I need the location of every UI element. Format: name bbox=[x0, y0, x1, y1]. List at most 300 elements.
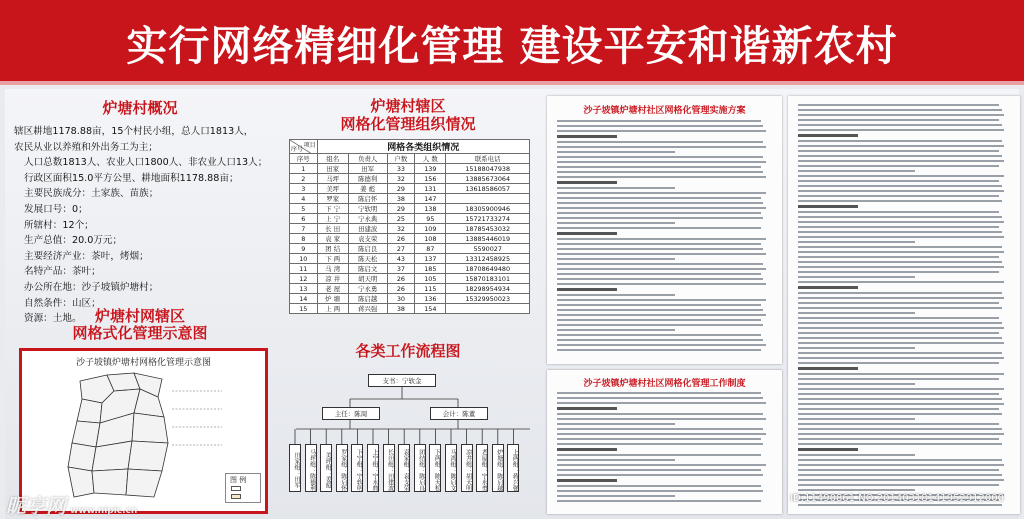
overview-line: 生产总值：20.0万元； bbox=[24, 235, 123, 247]
text-line bbox=[798, 352, 1002, 354]
text-line bbox=[557, 156, 763, 158]
table-row bbox=[290, 244, 530, 254]
table-cell: 凉 井 bbox=[317, 274, 348, 284]
table-cell: 108 bbox=[415, 234, 446, 244]
org-table bbox=[289, 139, 530, 314]
text-line bbox=[557, 283, 766, 285]
text-line bbox=[798, 337, 1002, 339]
text-line bbox=[557, 433, 766, 435]
text-line bbox=[557, 349, 761, 351]
text-line bbox=[557, 207, 766, 209]
text-line bbox=[798, 362, 999, 364]
map-title-line2: 网格式化管理示意图 bbox=[72, 324, 208, 342]
legend-swatch bbox=[231, 486, 241, 491]
text-line bbox=[798, 438, 999, 440]
text-line bbox=[798, 140, 1002, 142]
text-line bbox=[798, 393, 999, 395]
table-cell: 陈启文 bbox=[348, 264, 387, 274]
text-line bbox=[557, 495, 675, 497]
table-cell bbox=[446, 304, 530, 314]
table-cell: 下 宁 bbox=[317, 204, 348, 214]
flow-group-box: 炉塘组：陈启越 bbox=[492, 444, 504, 492]
text-line bbox=[557, 324, 763, 326]
table-cell: 马坪 bbox=[317, 174, 348, 184]
map-region bbox=[132, 413, 168, 443]
table-cell: 美坪 bbox=[317, 184, 348, 194]
table-cell: 26 bbox=[387, 284, 415, 294]
text-line bbox=[557, 243, 761, 245]
text-line bbox=[798, 216, 1002, 218]
text-line bbox=[798, 145, 1004, 147]
table-cell: 13618586057 bbox=[446, 184, 530, 194]
text-line bbox=[798, 251, 1004, 253]
table-cell: 25 bbox=[387, 214, 415, 224]
table-header-row bbox=[290, 154, 530, 164]
text-line bbox=[557, 120, 761, 122]
text-line bbox=[557, 309, 763, 311]
table-cell: 胡天明 bbox=[348, 274, 387, 284]
flow-group-box: 袁家组：袁支荣 bbox=[398, 444, 410, 492]
flow-title: 各类工作流程图 bbox=[355, 342, 461, 360]
table-cell: 宁永勇 bbox=[348, 284, 387, 294]
text-line bbox=[557, 339, 763, 341]
text-line bbox=[798, 464, 1004, 466]
text-line bbox=[557, 222, 675, 224]
table-cell: 33 bbox=[387, 164, 415, 174]
table-cell: 156 bbox=[415, 174, 446, 184]
table-cell: 2 bbox=[290, 174, 318, 184]
table-cell: 9 bbox=[290, 244, 318, 254]
text-line bbox=[798, 322, 1002, 324]
table-cell: 18305900946 bbox=[446, 204, 530, 214]
text-line bbox=[798, 261, 1002, 263]
org-title-line1: 炉塘村辖区 bbox=[370, 97, 446, 115]
text-line bbox=[557, 253, 766, 255]
table-cell: 罗家 bbox=[317, 194, 348, 204]
table-cell: 13885446019 bbox=[446, 234, 530, 244]
text-line bbox=[798, 418, 915, 420]
text-line bbox=[798, 378, 999, 380]
text-heading-line bbox=[557, 181, 617, 184]
table-cell: 团 结 bbox=[317, 244, 348, 254]
table-cell: 上 两 bbox=[317, 304, 348, 314]
text-line bbox=[557, 423, 675, 425]
text-line bbox=[557, 469, 761, 471]
text-line bbox=[798, 266, 1004, 268]
table-cell: 43 bbox=[387, 254, 415, 264]
table-cell: 147 bbox=[415, 194, 446, 204]
text-line bbox=[798, 504, 1002, 506]
table-cell: 29 bbox=[387, 184, 415, 194]
table-cell: 上 宁 bbox=[317, 214, 348, 224]
table-cell: 32 bbox=[387, 174, 415, 184]
flow-group-box: 老屋组：宁永勇 bbox=[476, 444, 488, 492]
table-cell: 137 bbox=[415, 254, 446, 264]
text-line bbox=[557, 141, 763, 143]
table-cell: 29 bbox=[387, 204, 415, 214]
flow-group-box: 凉井组：胡天明 bbox=[461, 444, 473, 492]
text-line bbox=[557, 212, 761, 214]
table-cell: 陈启怀 bbox=[348, 194, 387, 204]
text-line bbox=[557, 238, 766, 240]
text-heading-line bbox=[557, 407, 617, 410]
text-line bbox=[557, 464, 766, 466]
text-line bbox=[798, 469, 999, 471]
table-row bbox=[290, 234, 530, 244]
text-line bbox=[798, 165, 999, 167]
text-line bbox=[798, 119, 999, 121]
plan-document bbox=[547, 96, 782, 364]
text-line bbox=[798, 221, 1004, 223]
table-cell: 138 bbox=[415, 204, 446, 214]
text-line bbox=[798, 190, 1004, 192]
table-cell: 马 湾 bbox=[317, 264, 348, 274]
table-cell: 13312458925 bbox=[446, 254, 530, 264]
table-title: 网格各类组织情况 bbox=[317, 140, 529, 154]
overview-line: 主要经济产业：茶叶，烤烟； bbox=[24, 250, 149, 262]
continued-document bbox=[788, 96, 1020, 514]
text-line bbox=[557, 171, 763, 173]
table-cell: 105 bbox=[415, 274, 446, 284]
flow-group-box: 罗家组：陈启怀 bbox=[336, 444, 348, 492]
text-line bbox=[798, 236, 1004, 238]
overview-line: 人口总数1813人、农业人口1800人、非农业人口13人； bbox=[24, 157, 268, 169]
table-cell: 田军 bbox=[348, 164, 387, 174]
overview-line: 自然条件：山区； bbox=[24, 297, 101, 309]
table-cell: 87 bbox=[415, 244, 446, 254]
table-row bbox=[290, 174, 530, 184]
corner-top-label: 项目 bbox=[303, 142, 316, 149]
table-row bbox=[290, 304, 530, 314]
text-heading-line bbox=[798, 367, 858, 370]
text-line bbox=[798, 246, 1002, 248]
table-cell: 95 bbox=[415, 214, 446, 224]
overview-line: 辖区耕地1178.88亩，15个村民小组，总人口1813人， bbox=[14, 126, 254, 137]
plan-title: 沙子坡镇炉塘村社区网格化管理实施方案 bbox=[583, 106, 746, 116]
table-cell: 5 bbox=[290, 204, 318, 214]
col-header: 联系电话 bbox=[446, 154, 530, 164]
text-line bbox=[798, 175, 1004, 177]
table-cell: 陈启良 bbox=[348, 244, 387, 254]
table-cell: 18708649480 bbox=[446, 264, 530, 274]
table-cell: 11 bbox=[290, 264, 318, 274]
text-line bbox=[557, 176, 766, 178]
text-line bbox=[798, 307, 1002, 309]
text-line bbox=[557, 402, 766, 404]
text-line bbox=[557, 227, 761, 229]
corner-bottom-label: 序号 bbox=[291, 146, 304, 153]
map-region bbox=[72, 421, 100, 447]
table-row bbox=[290, 214, 530, 224]
flow-group-box: 马湾组：陈启文 bbox=[445, 444, 457, 492]
flow-group-box: 团结组：陈启良 bbox=[414, 444, 426, 492]
overview-line: 所辖村：12个； bbox=[24, 219, 94, 231]
table-cell: 18298954934 bbox=[446, 284, 530, 294]
map-caption: 沙子坡镇炉塘村网格化管理示意图 bbox=[75, 358, 211, 368]
watermark bbox=[6, 490, 137, 519]
table-cell: 38 bbox=[387, 194, 415, 204]
text-line bbox=[557, 500, 761, 502]
text-line bbox=[798, 185, 1002, 187]
watermark-logo: 昵享网 bbox=[6, 494, 66, 518]
table-cell: 10 bbox=[290, 254, 318, 264]
table-cell: 15721733274 bbox=[446, 214, 530, 224]
overview-line: 农民从业以养殖和外出务工为主； bbox=[14, 141, 158, 153]
table-cell: 32 bbox=[387, 224, 415, 234]
table-cell: 26 bbox=[387, 274, 415, 284]
text-line bbox=[557, 248, 763, 250]
text-line bbox=[798, 408, 999, 410]
text-line bbox=[798, 342, 1004, 344]
overview-line: 名特产品：茶叶； bbox=[24, 266, 101, 278]
overview-line: 办公所在地：沙子坡镇炉塘村； bbox=[24, 281, 159, 293]
text-line bbox=[798, 373, 1004, 375]
table-cell: 8 bbox=[290, 234, 318, 244]
text-line bbox=[798, 226, 999, 228]
system-document bbox=[547, 370, 782, 514]
text-line bbox=[557, 294, 675, 296]
image-id: ID:11490861 NO:20140318141952912000 bbox=[790, 493, 1004, 504]
text-line bbox=[798, 388, 1004, 390]
text-line bbox=[557, 485, 761, 487]
text-heading-line bbox=[557, 479, 617, 482]
table-row bbox=[290, 184, 530, 194]
table-cell: 109 bbox=[415, 224, 446, 234]
plan-text bbox=[557, 120, 772, 354]
col-header: 户数 bbox=[387, 154, 415, 164]
table-cell: 12 bbox=[290, 274, 318, 284]
table-cell: 3 bbox=[290, 184, 318, 194]
table-cell: 陈德利 bbox=[348, 174, 387, 184]
table-cell: 蒋兴强 bbox=[348, 304, 387, 314]
text-line bbox=[798, 357, 1004, 359]
text-line bbox=[798, 109, 1002, 111]
table-cell: 185 bbox=[415, 264, 446, 274]
text-line bbox=[557, 392, 761, 394]
text-line bbox=[798, 489, 915, 491]
text-line bbox=[798, 180, 999, 182]
overview-line: 资源：土地。 bbox=[24, 313, 82, 325]
legend-title: 图 例 bbox=[230, 476, 247, 484]
table-row bbox=[290, 194, 530, 204]
text-line bbox=[557, 418, 766, 420]
table-cell: 136 bbox=[415, 294, 446, 304]
watermark-url: www.nipic.cn bbox=[70, 506, 138, 516]
text-line bbox=[557, 166, 761, 168]
text-line bbox=[798, 302, 999, 304]
text-line bbox=[798, 155, 1002, 157]
col-header: 组名 bbox=[317, 154, 348, 164]
table-cell: 18785453032 bbox=[446, 224, 530, 234]
table-cell bbox=[446, 194, 530, 204]
text-line bbox=[557, 258, 675, 260]
flow-group-box: 田家组：田军 bbox=[289, 444, 301, 492]
text-line bbox=[557, 329, 675, 331]
table-cell: 长 田 bbox=[317, 224, 348, 234]
flow-top-box: 支书：宁软金 bbox=[368, 374, 436, 387]
text-line bbox=[798, 271, 999, 273]
text-line bbox=[798, 327, 1004, 329]
table-row bbox=[290, 164, 530, 174]
table-cell: 14 bbox=[290, 294, 318, 304]
banner-title: 实行网络精细化管理 建设平安和谐新农村 bbox=[126, 22, 898, 70]
text-line bbox=[557, 319, 761, 321]
text-line bbox=[557, 304, 761, 306]
text-line bbox=[557, 273, 761, 275]
table-cell: 37 bbox=[387, 264, 415, 274]
table-row bbox=[290, 224, 530, 234]
text-line bbox=[798, 297, 1004, 299]
text-line bbox=[798, 479, 1004, 481]
table-cell: 老 屋 bbox=[317, 284, 348, 294]
table-cell: 1 bbox=[290, 164, 318, 174]
text-heading-line bbox=[557, 288, 617, 291]
text-heading-line bbox=[557, 448, 617, 451]
text-line bbox=[798, 484, 999, 486]
table-cell: 6 bbox=[290, 214, 318, 224]
text-heading-line bbox=[798, 134, 858, 137]
table-cell: 下 两 bbox=[317, 254, 348, 264]
overview-line: 主要民族成分：土家族、苗族； bbox=[24, 188, 159, 200]
map-region bbox=[68, 443, 96, 471]
map-title-line1: 炉塘村网辖区 bbox=[94, 307, 185, 325]
overview-line: 行政区面积15.0平方公里、耕地面积1178.88亩； bbox=[24, 172, 239, 184]
text-line bbox=[798, 292, 1002, 294]
text-line bbox=[557, 161, 766, 163]
flow-left-box: 主任：陈周 bbox=[322, 407, 380, 420]
flow-group-box: 上宁组：宁永典 bbox=[367, 444, 379, 492]
text-heading-line bbox=[798, 286, 858, 289]
text-line bbox=[798, 231, 1002, 233]
flow-group-box: 下两组：陈天松 bbox=[429, 444, 441, 492]
text-line bbox=[798, 211, 999, 213]
table-cell: 13885673064 bbox=[446, 174, 530, 184]
text-line bbox=[557, 299, 766, 301]
text-line bbox=[798, 312, 915, 314]
text-line bbox=[557, 454, 761, 456]
text-line bbox=[557, 459, 675, 461]
system-title: 沙子坡镇炉塘村社区网格化管理工作制度 bbox=[583, 379, 746, 389]
text-line bbox=[557, 125, 763, 127]
text-line bbox=[798, 454, 915, 456]
text-line bbox=[798, 200, 1002, 202]
col-header: 人 数 bbox=[415, 154, 446, 164]
flow-group-box: 美坪组：姜彪 bbox=[320, 444, 332, 492]
text-line bbox=[557, 413, 763, 415]
text-line bbox=[557, 187, 675, 189]
text-line bbox=[798, 317, 999, 319]
text-line bbox=[557, 490, 763, 492]
table-cell: 陈天松 bbox=[348, 254, 387, 264]
text-line bbox=[798, 195, 999, 197]
table-row bbox=[290, 264, 530, 274]
table-cell: 4 bbox=[290, 194, 318, 204]
flow-right-box: 会计：陈董 bbox=[430, 407, 488, 420]
text-line bbox=[798, 150, 999, 152]
text-line bbox=[798, 443, 1002, 445]
table-cell: 139 bbox=[415, 164, 446, 174]
table-cell: 袁支荣 bbox=[348, 234, 387, 244]
text-line bbox=[798, 383, 915, 385]
table-row bbox=[290, 274, 530, 284]
table-cell: 姜 彪 bbox=[348, 184, 387, 194]
table-cell: 宁软明 bbox=[348, 204, 387, 214]
text-heading-line bbox=[798, 205, 858, 208]
text-line bbox=[798, 170, 915, 172]
table-cell: 115 bbox=[415, 284, 446, 294]
text-line bbox=[557, 344, 766, 346]
text-line bbox=[798, 114, 1004, 116]
overview-line: 发展口号：0； bbox=[24, 203, 88, 215]
continued-text bbox=[798, 104, 1010, 509]
text-line bbox=[798, 398, 1002, 400]
text-line bbox=[557, 397, 763, 399]
text-line bbox=[798, 347, 915, 349]
flow-group-box: 长田组：田建波 bbox=[383, 444, 395, 492]
table-cell: 陈启越 bbox=[348, 294, 387, 304]
text-line bbox=[557, 438, 761, 440]
org-title-line2: 网格化管理组织情况 bbox=[340, 115, 476, 133]
overview-text bbox=[14, 124, 276, 327]
text-line bbox=[557, 428, 763, 430]
text-line bbox=[798, 104, 999, 106]
text-line bbox=[798, 276, 915, 278]
table-cell: 15870183101 bbox=[446, 274, 530, 284]
text-line bbox=[798, 428, 1002, 430]
table-cell: 154 bbox=[415, 304, 446, 314]
table-cell: 38 bbox=[387, 304, 415, 314]
text-line bbox=[557, 202, 763, 204]
text-line bbox=[557, 474, 763, 476]
text-line bbox=[798, 241, 915, 243]
text-line bbox=[557, 151, 675, 153]
flow-group-box: 上两组：蒋兴强 bbox=[507, 444, 519, 492]
text-line bbox=[798, 433, 1004, 435]
text-heading-line bbox=[557, 232, 617, 235]
table-cell: 27 bbox=[387, 244, 415, 254]
overview-title: 炉塘村概况 bbox=[102, 99, 178, 117]
text-line bbox=[557, 146, 766, 148]
table-cell: 15 bbox=[290, 304, 318, 314]
table-cell: 田家 bbox=[317, 164, 348, 174]
text-line bbox=[798, 160, 1004, 162]
text-line bbox=[557, 314, 766, 316]
table-cell: 30 bbox=[387, 294, 415, 304]
table-corner bbox=[290, 140, 318, 154]
table-cell: 26 bbox=[387, 234, 415, 244]
table-row bbox=[290, 294, 530, 304]
text-line bbox=[557, 130, 766, 132]
text-line bbox=[798, 129, 1004, 131]
system-text bbox=[557, 392, 772, 505]
table-cell: 炉 塘 bbox=[317, 294, 348, 304]
table-cell: 15188047938 bbox=[446, 164, 530, 174]
map-region bbox=[77, 399, 102, 423]
table-cell: 5590027 bbox=[446, 244, 530, 254]
legend-swatch bbox=[231, 494, 241, 499]
text-line bbox=[557, 192, 766, 194]
text-line bbox=[557, 263, 763, 265]
table-row bbox=[290, 254, 530, 264]
table-cell: 田建波 bbox=[348, 224, 387, 234]
table-row bbox=[290, 284, 530, 294]
title-banner bbox=[0, 0, 1024, 85]
text-line bbox=[557, 443, 763, 445]
text-line bbox=[798, 124, 1002, 126]
table-cell: 宁永典 bbox=[348, 214, 387, 224]
table-cell: 131 bbox=[415, 184, 446, 194]
table-cell: 7 bbox=[290, 224, 318, 234]
